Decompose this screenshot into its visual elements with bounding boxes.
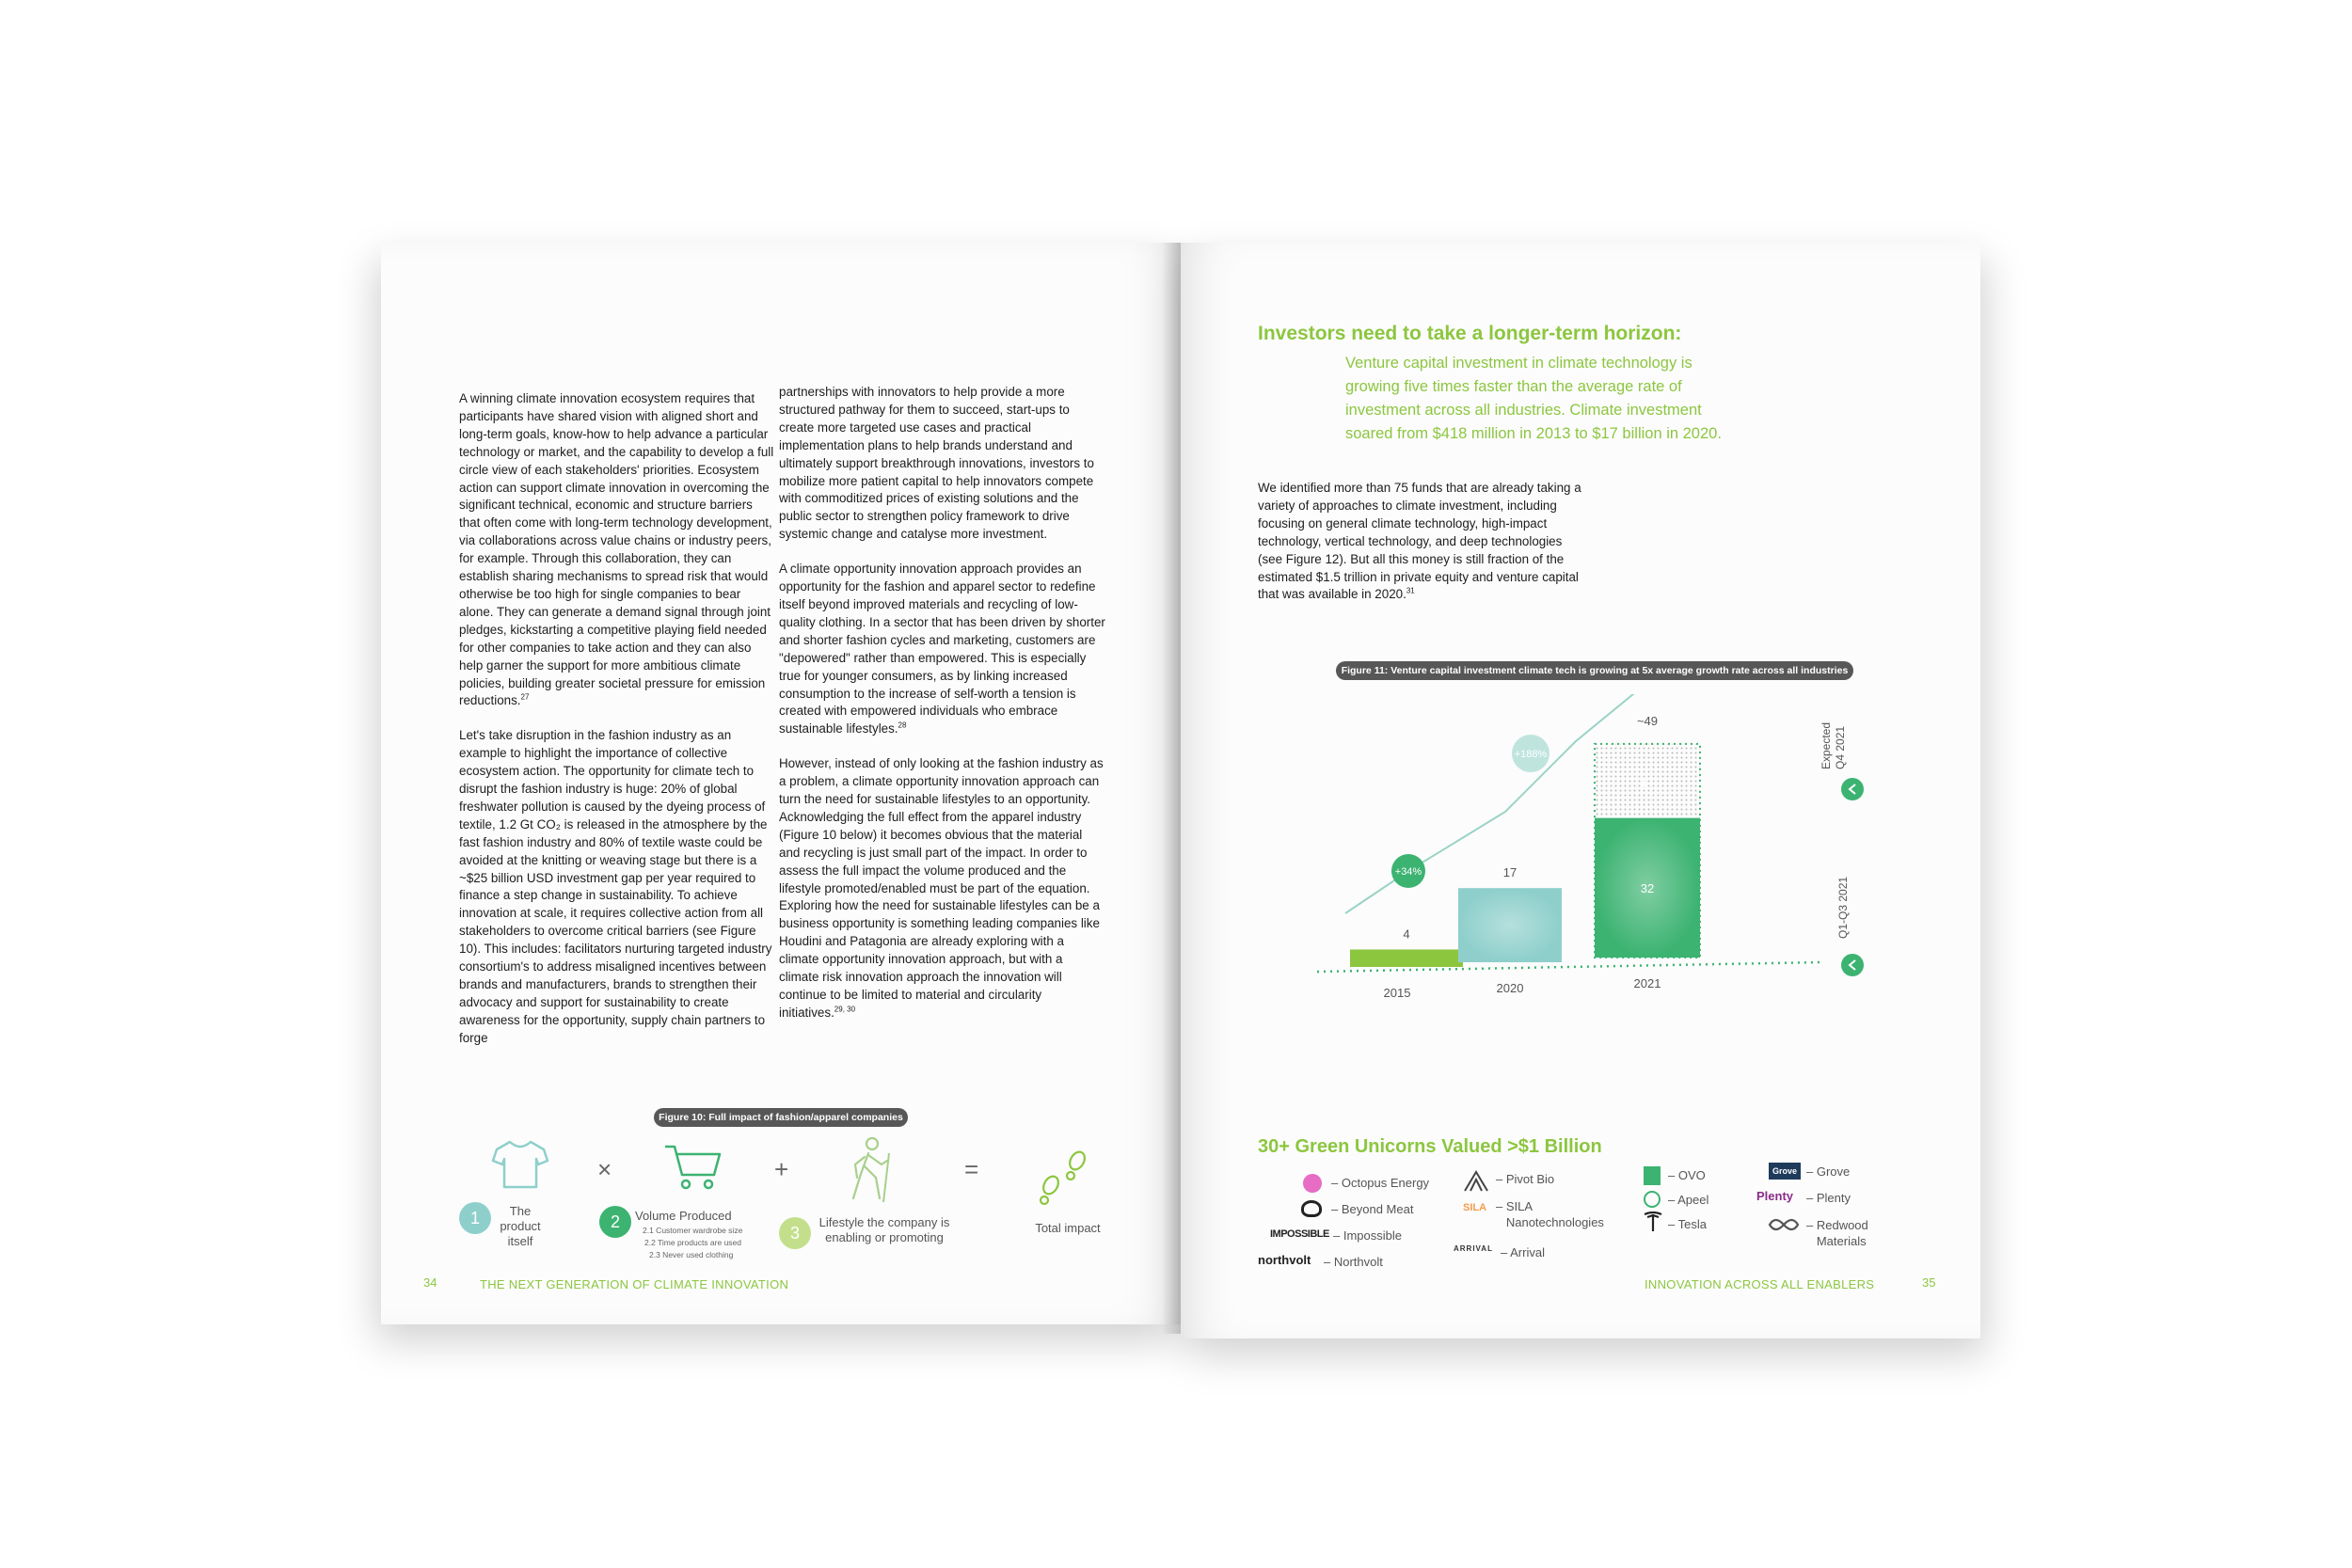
- times-operator: ×: [597, 1155, 612, 1183]
- unicorn-tesla: – Tesla: [1668, 1217, 1707, 1231]
- sila-logo: SILA: [1463, 1202, 1487, 1213]
- unicorn-redwood: – Redwood Materials: [1806, 1218, 1868, 1248]
- paragraph: Let's take disruption in the fashion industry as an example to highlight the importance of collective ecosystem action. The opportunity for climate tech to disrupt the fashion industry is huge: 20% of global freshwater pollution is caused by the dyeing process of textile, 1.2 Gt CO₂ is released in the atmosphere by the fast fashion industry and 80% of textile waste could be avoided at the knitting or weaving stage but there is a ~$25 billion USD investment gap per year required to finance a step change in sustainability. To achieve innovation at scale, it requires collective action from all stakeholders to overcome critical barriers (see Figure 10). This includes: facilitators nurturing targeted industry consortium's to address misaligned incentives between brands and manufacturers, brands to strengthen their advocacy and support for sustainability to create awareness for the opportunity, supply chain partners to forge: [459, 728, 772, 1045]
- bar-value-label-2015: 4: [1403, 927, 1410, 942]
- pivot-bio-logo: [1463, 1170, 1489, 1193]
- growth-label-2: +188%: [1514, 749, 1548, 760]
- total-impact-label: Total impact: [1035, 1221, 1101, 1235]
- category-label-2015: 2015: [1383, 986, 1411, 1000]
- unicorn-apeel: – Apeel: [1668, 1193, 1709, 1207]
- step-3-label: Lifestyle the company is enabling or promoting: [818, 1215, 950, 1244]
- redwood-logo: [1766, 1215, 1802, 1234]
- paragraph: A climate opportunity innovation approach provides an opportunity for the fashion and apparel sector to redefine itself beyond improved materials and recycling of low-quality clothing. In a sector that has been driven by shorter and shorter fashion cycles and marketing, customers are "depowered" rather than empowered. This is especially true for younger consumers, as by linking increased consumption to the increase of self-worth a tension is created with empowered individuals who embrace sustainable lifestyles.$^{28}$: [779, 562, 1105, 736]
- step-3-badge: 3: [779, 1217, 811, 1249]
- figure-11-caption: Figure 11: Venture capital investment climate tech is growing at 5x average growth rate across all industries: [1336, 661, 1853, 680]
- unicorn-pivot-bio: – Pivot Bio: [1496, 1172, 1555, 1186]
- step-1-label: The product itself: [500, 1204, 541, 1248]
- legend-arrow-badge-1: [1841, 954, 1864, 976]
- figure-10-caption: Figure 10: Full impact of fashion/apparel companies: [654, 1108, 908, 1127]
- ovo-logo: [1644, 1166, 1661, 1185]
- bar-value-label-2021: 32: [1640, 880, 1655, 895]
- step-2-label: Volume Produced: [635, 1209, 732, 1223]
- impossible-logo: IMPOSSIBLE: [1270, 1228, 1329, 1240]
- bar-2020-texture: [1458, 888, 1562, 962]
- vc-investment-chart: [1294, 694, 1877, 1033]
- step-2-badge: 2: [599, 1206, 631, 1238]
- footnote-ref: 31: [1406, 586, 1415, 595]
- bar-value-label-2020: 17: [1502, 865, 1518, 880]
- legend-arrow-badge-0: [1841, 778, 1864, 800]
- right-body: [1258, 480, 1582, 621]
- unicorn-sila: – SILA Nanotechnologies: [1496, 1199, 1604, 1229]
- category-label-2020: 2020: [1496, 981, 1524, 995]
- grove-logo: Grove: [1769, 1163, 1801, 1180]
- expected-inner-label: 17: [1640, 774, 1655, 790]
- octopus-energy-logo: [1303, 1174, 1322, 1193]
- shopping-cart-icon: [663, 1141, 723, 1194]
- unicorn-impossible: – Impossible: [1333, 1228, 1402, 1243]
- expected-total-label: ~49: [1636, 713, 1659, 728]
- paragraph: A winning climate innovation ecosystem requires that participants have shared vision with aligned short and long-term goals, know-how to help advance a particular technology or market, and the capability to develop a full circle view of each stakeholders' priorities. Ecosystem action can support climate innovation in overcoming the significant technical, economic and structure barriers that often come with long-term technology development, via collaborations across value chains or industry peers, for example. Through this collaboration, they can establish sharing mechanisms to spread risk that would otherwise be too high for single companies to bear alone. They can generate a demand signal through joint pledges, kickstarting a competitive playing field needed for other companies to take action and they can also help garner the support for more ambitious climate policies, building greater societal pressure for emission reductions.$^{27}$: [459, 391, 774, 708]
- step-1-badge: 1: [459, 1202, 491, 1234]
- tshirt-icon: [491, 1138, 549, 1191]
- paragraph: We identified more than 75 funds that are already taking a variety of approaches to climate investment, including focusing on general climate technology, high-impact technology, vertical technology, and deep technologies (see Figure 12). But all this money is still fraction of the estimated $1.5 trillion in private equity and venture capital that was available in 2020.31: [1258, 481, 1581, 602]
- left-page: [381, 243, 1181, 1324]
- left-column-2: [779, 384, 1105, 1039]
- footer-right: INNOVATION ACROSS ALL ENABLERS: [1645, 1277, 1875, 1291]
- footnote-ref: 28: [898, 721, 907, 730]
- page-number-right: 35: [1922, 1275, 1936, 1290]
- plenty-logo: Plenty: [1756, 1189, 1794, 1203]
- footprints-icon: [1030, 1146, 1096, 1208]
- section-title: Investors need to take a longer-term horizon:: [1258, 323, 1682, 344]
- unicorn-ovo: – OVO: [1668, 1168, 1706, 1182]
- growth-label-1: +34%: [1394, 866, 1422, 878]
- equals-operator: =: [964, 1155, 979, 1183]
- category-label-2021: 2021: [1633, 976, 1661, 990]
- page-number-left: 34: [423, 1275, 437, 1290]
- unicorn-arrival: – Arrival: [1501, 1245, 1545, 1259]
- beyond-meat-logo: [1301, 1200, 1322, 1217]
- paragraph: partnerships with innovators to help provide a more structured pathway for them to succeed, start-ups to create more targeted use cases and practical implementation plans to help brands understand and ultimately support breakthrough innovations, investors to mobilize more patient capital to help innovators compete with commoditized prices of existing solutions and the public sector to strengthen policy framework to drive systemic change and catalyse more investment.: [779, 385, 1094, 542]
- northvolt-logo: northvolt: [1258, 1253, 1311, 1267]
- footnote-ref: 29, 30: [834, 1005, 856, 1014]
- unicorn-plenty: – Plenty: [1806, 1191, 1851, 1205]
- step-2-sub-1: 2.1 Customer wardrobe size: [643, 1226, 743, 1235]
- step-2-sub-3: 2.3 Never used clothing: [649, 1250, 734, 1259]
- arrival-logo: ARRIVAL: [1454, 1244, 1493, 1253]
- legend-label-1: Q1-Q3 2021: [1836, 876, 1850, 939]
- unicorn-octopus: – Octopus Energy: [1331, 1176, 1430, 1190]
- legend-label-0: ExpectedQ4 2021: [1820, 721, 1847, 769]
- section-lead: Venture capital investment in climate technology is growing five times faster than the average rate of investment across all industries. Climate investment soared from $418 million in 2013 to $17 billion in 2020.: [1345, 355, 1722, 442]
- unicorn-beyond-meat: – Beyond Meat: [1331, 1202, 1414, 1216]
- unicorn-grove: – Grove: [1806, 1164, 1851, 1179]
- left-column-1: [459, 390, 774, 1065]
- right-page: [1181, 243, 1980, 1338]
- footer-left: THE NEXT GENERATION OF CLIMATE INNOVATION: [480, 1277, 789, 1291]
- footnote-ref: 27: [520, 692, 530, 702]
- hiker-icon: [840, 1136, 900, 1204]
- unicorns-title: 30+ Green Unicorns Valued >$1 Billion: [1258, 1136, 1602, 1157]
- unicorn-northvolt: – Northvolt: [1324, 1255, 1383, 1269]
- apeel-logo: [1644, 1191, 1661, 1208]
- paragraph: However, instead of only looking at the fashion industry as a problem, a climate opportunity innovation approach can turn the need for sustainable lifestyles to an opportunity. Acknowledging the full effect from the apparel industry (Figure 10 below) it becomes obvious that the material and recycling is just small part of the impact. In order to assess the full impact the volume produced and the lifestyle promoted/enabled must be part of the equation. Exploring how the need for sustainable lifestyles can be a business opportunity is something leading companies like Houdini and Patagonia are already exploring with a climate opportunity innovation approach, but with a climate risk innovation approach the innovation will continue to be limited to material and circularity initiatives.$^{29, 30}$: [779, 756, 1104, 1020]
- bar-2015: [1350, 949, 1463, 967]
- plus-operator: +: [774, 1155, 789, 1183]
- tesla-logo: [1644, 1212, 1662, 1232]
- step-2-sub-2: 2.2 Time products are used: [644, 1238, 742, 1247]
